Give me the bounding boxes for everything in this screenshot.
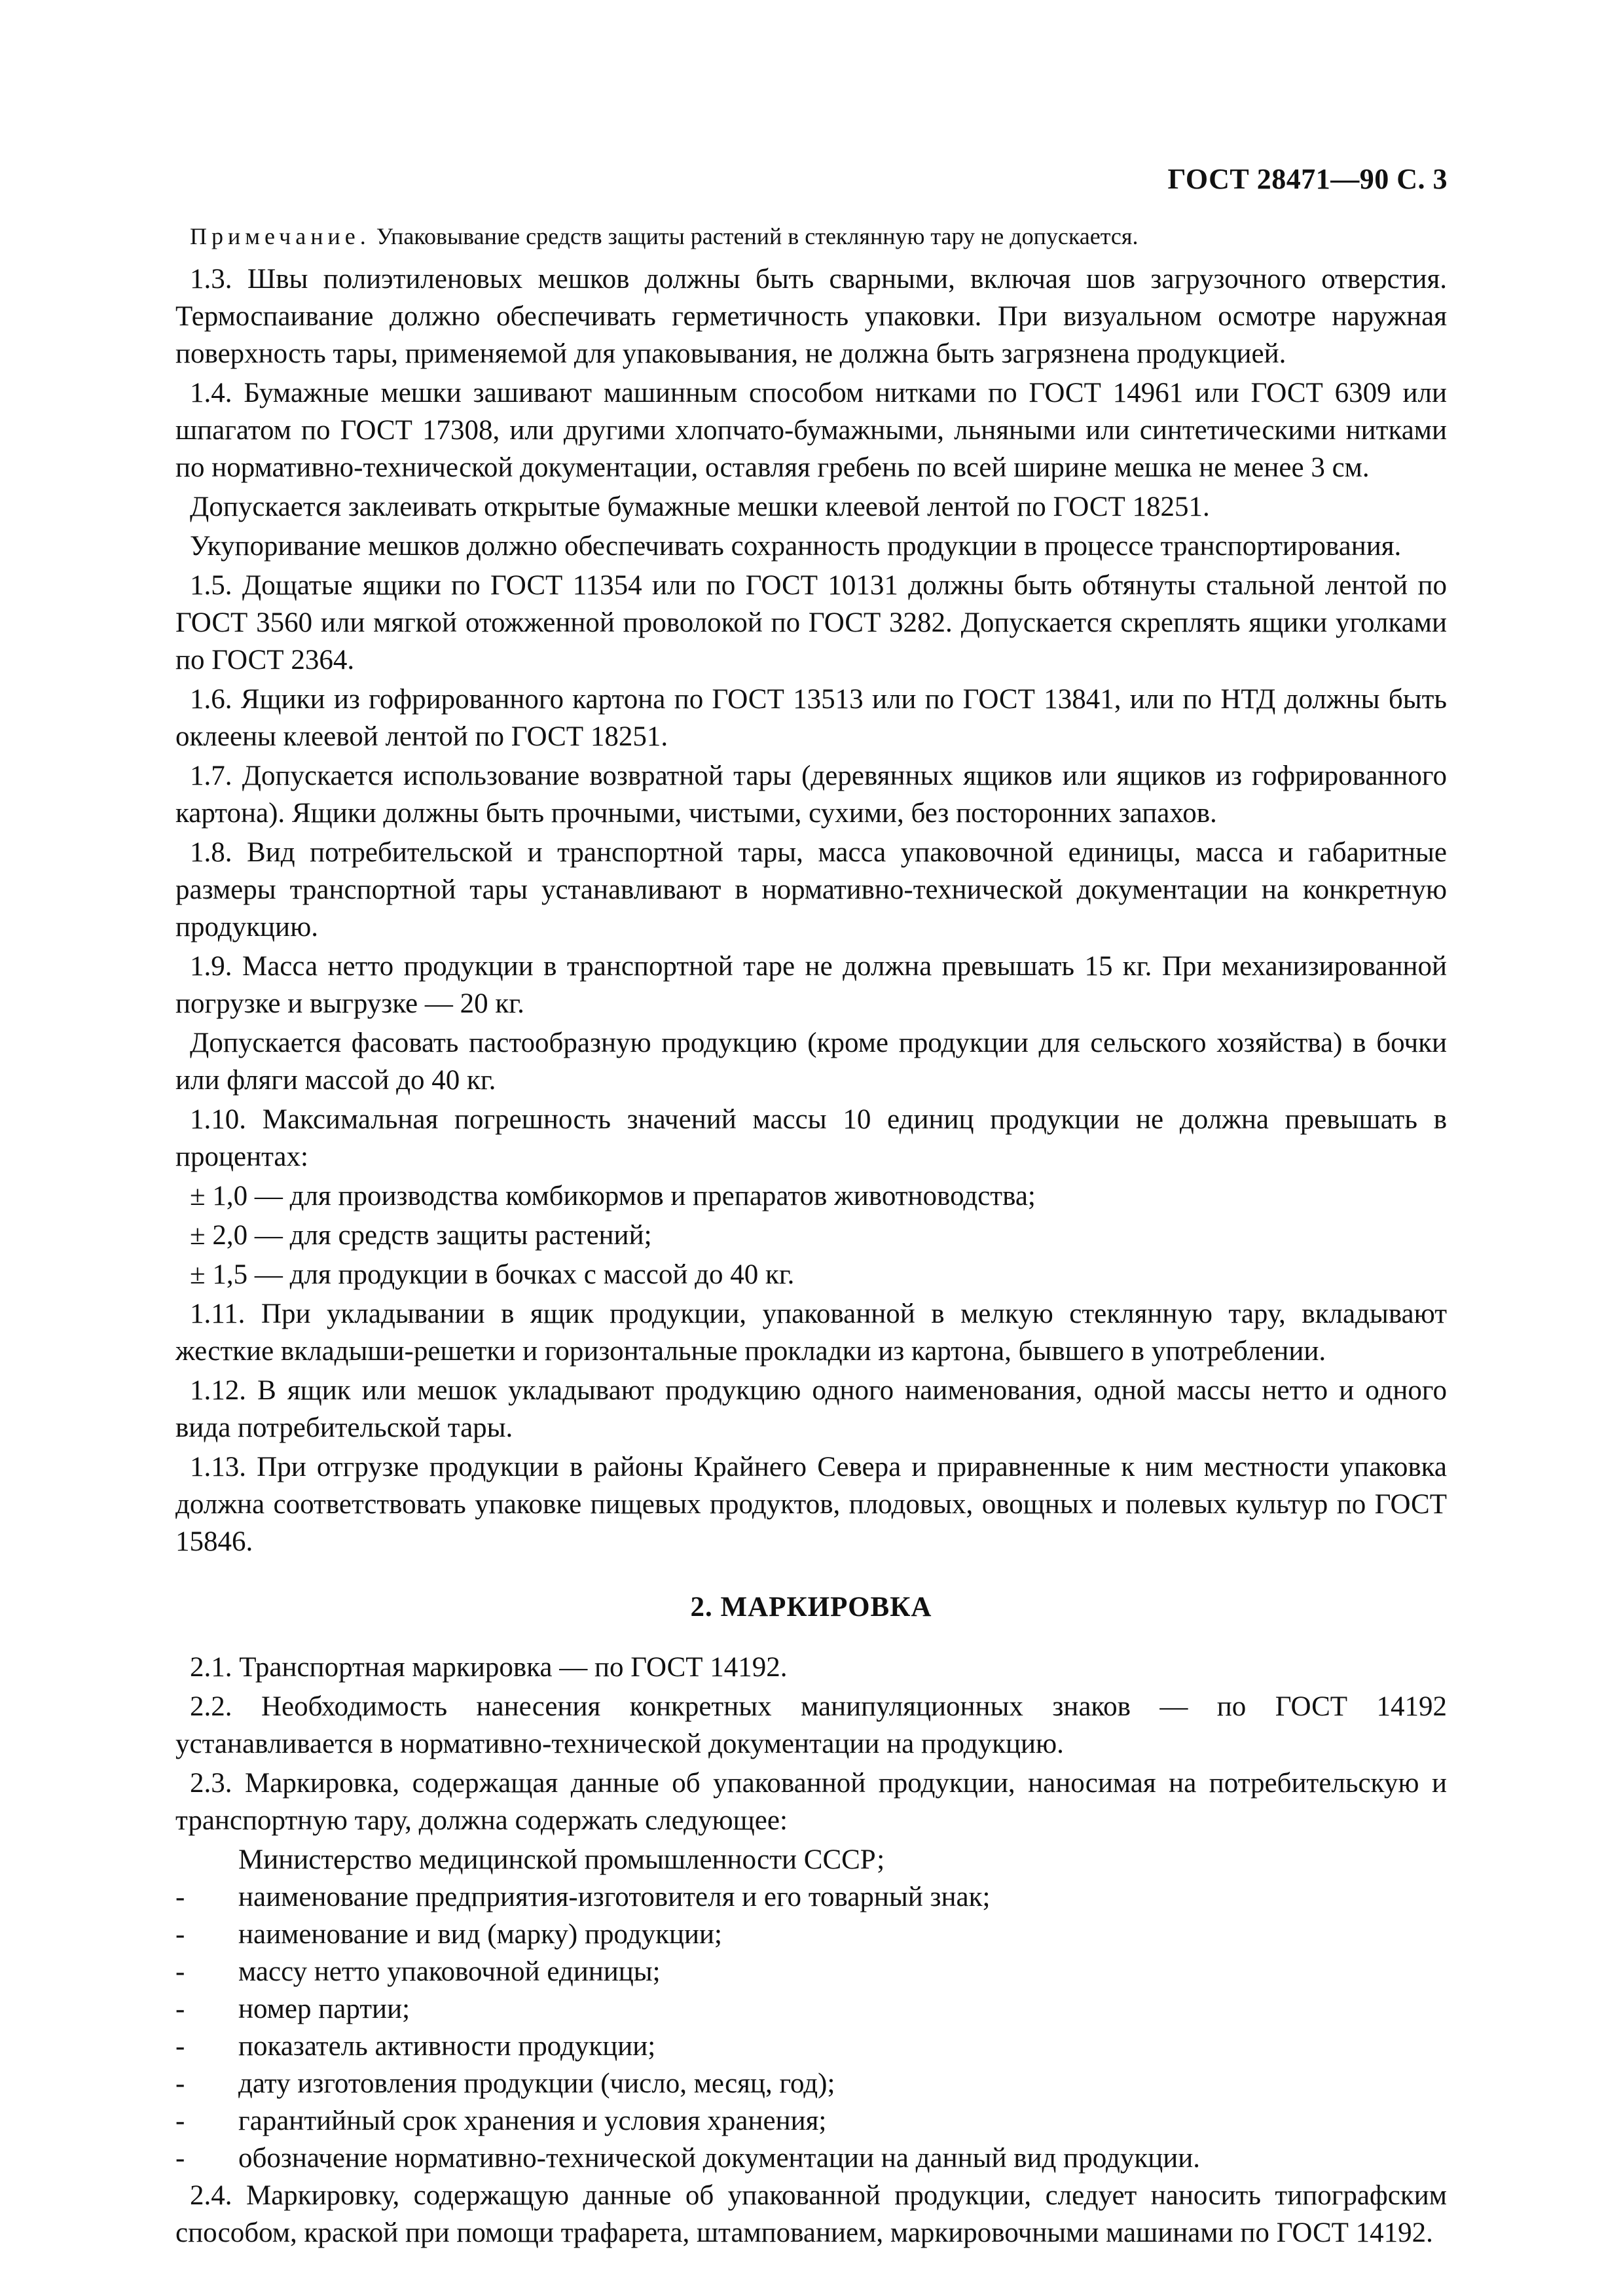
- clause-1-6: 1.6. Ящики из гофрированного картона по ГОСТ 13513 или по ГОСТ 13841, или по НТД должны быть оклеены клеевой лентой по ГОСТ 18251.: [175, 684, 1447, 752]
- clause-1-5: 1.5. Дощатые ящики по ГОСТ 11354 или по ГОСТ 10131 должны быть обтянуты стальной лентой по ГОСТ 3560 или мягкой отожженной проволокой по ГОСТ 3282. Допускается скреплять ящики уголками по ГОСТ 2364.: [175, 570, 1447, 675]
- list-dash: -: [175, 2031, 185, 2062]
- clause-2-2: 2.2. Необходимость нанесения конкретных манипуляционных знаков — по ГОСТ 14192 устанавливается в нормативно-технической документации на продукцию.: [175, 1691, 1447, 1759]
- clause-1-11: 1.11. При укладывании в ящик продукции, упакованной в мелкую стеклянную тару, вкладывают жесткие вкладыши-решетки и горизонтальные прокладки из картона, бывшего в употреблении.: [175, 1299, 1447, 1367]
- document-body: [175, 220, 1447, 2253]
- clause-2-4: 2.4. Маркировку, содержащую данные об упакованной продукции, следует наносить типографским способом, краской при помощи трафарета, штампованием, маркировочными машинами по ГОСТ 14192.: [175, 2180, 1447, 2248]
- clause-1-9-paste: Допускается фасовать пастообразную продукцию (кроме продукции для сельского хозяйства) в бочки или фляги массой до 40 кг.: [175, 1028, 1447, 1096]
- list-item: [175, 2028, 1447, 2065]
- list-item-text: Министерство медицинской промышленности СССР;: [238, 1844, 885, 1875]
- tolerance-item: ± 1,5 — для продукции в бочках с массой до 40 кг.: [190, 1259, 795, 1290]
- list-dash: -: [175, 1956, 185, 1987]
- list-item: [175, 1841, 1447, 1878]
- list-item-text: массу нетто упаковочной единицы;: [238, 1956, 661, 1987]
- list-item: [175, 2102, 1447, 2140]
- list-item-text: наименование и вид (марку) продукции;: [238, 1919, 722, 1950]
- note-label: Примечание.: [190, 223, 371, 249]
- marking-list: [175, 1841, 1447, 2177]
- note-paragraph: [175, 220, 1447, 253]
- list-item: [175, 2065, 1447, 2102]
- list-dash: -: [175, 1994, 185, 2024]
- list-item-text: обозначение нормативно-технической документации на данный вид продукции.: [238, 2143, 1201, 2174]
- list-item: [175, 1916, 1447, 1953]
- clause-1-9: 1.9. Масса нетто продукции в транспортной таре не должна превышать 15 кг. При механизированной погрузке и выгрузке — 20 кг.: [175, 951, 1447, 1019]
- tolerance-item: ± 1,0 — для производства комбикормов и препаратов животноводства;: [190, 1181, 1036, 1211]
- clause-1-12: 1.12. В ящик или мешок укладывают продукцию одного наименования, одной массы нетто и одного вида потребительской тары.: [175, 1375, 1447, 1443]
- clause-1-4: 1.4. Бумажные мешки зашивают машинным способом нитками по ГОСТ 14961 или ГОСТ 6309 или шпагатом по ГОСТ 17308, или другими хлопчато-бумажными, льняными или синтетическими нитками по нормативно-технической документации, оставляя гребень по всей ширине мешка не менее 3 см.: [175, 378, 1447, 483]
- list-item-text: номер партии;: [238, 1994, 410, 2024]
- list-dash: -: [175, 1882, 185, 1912]
- running-header: ГОСТ 28471—90 С. 3: [1167, 163, 1448, 195]
- list-item: [175, 2140, 1447, 2177]
- note-text: Упаковывание средств защиты растений в стеклянную тару не допускается.: [370, 223, 1139, 249]
- list-dash: -: [175, 2143, 185, 2174]
- list-item-text: показатель активности продукции;: [238, 2031, 656, 2062]
- clause-2-1: 2.1. Транспортная маркировка — по ГОСТ 14192.: [190, 1652, 788, 1683]
- list-item-text: наименование предприятия-изготовителя и его товарный знак;: [238, 1882, 991, 1912]
- list-item: [175, 1990, 1447, 2028]
- clause-1-4-capping: Укупоривание мешков должно обеспечивать сохранность продукции в процессе транспортирования.: [190, 531, 1402, 562]
- list-dash: -: [175, 2106, 185, 2136]
- list-dash: -: [175, 1919, 185, 1950]
- list-item: [175, 1953, 1447, 1990]
- clause-1-13: 1.13. При отгрузке продукции в районы Крайнего Севера и приравненные к ним местности упаковка должна соответствовать упаковке пищевых продуктов, плодовых, овощных и полевых культур по ГОСТ 15846.: [175, 1452, 1447, 1557]
- list-item: [175, 1878, 1447, 1916]
- tolerance-item: ± 2,0 — для средств защиты растений;: [190, 1220, 652, 1251]
- clause-1-10: 1.10. Максимальная погрешность значений массы 10 единиц продукции не должна превышать в процентах:: [175, 1104, 1447, 1172]
- list-dash: [175, 1841, 204, 1878]
- clause-1-7: 1.7. Допускается использование возвратной тары (деревянных ящиков или ящиков из гофрированного картона). Ящики должны быть прочными, чистыми, сухими, без посторонних запахов.: [175, 761, 1447, 829]
- clause-1-8: 1.8. Вид потребительской и транспортной тары, масса упаковочной единицы, масса и габаритные размеры транспортной тары устанавливают в нормативно-технической документации на конкретную продукцию.: [175, 837, 1447, 942]
- section-heading-marking: 2. МАРКИРОВКА: [690, 1592, 932, 1623]
- list-item-text: дату изготовления продукции (число, месяц, год);: [238, 2068, 835, 2099]
- list-dash: -: [175, 2068, 185, 2099]
- list-item-text: гарантийный срок хранения и условия хранения;: [238, 2106, 827, 2136]
- clause-2-3: 2.3. Маркировка, содержащая данные об упакованной продукции, наносимая на потребительскую и транспортную тару, должна содержать следующее:: [175, 1768, 1447, 1836]
- clause-1-3: 1.3. Швы полиэтиленовых мешков должны быть сварными, включая шов загрузочного отверстия. Термоспаивание должно обеспечивать герметичность упаковки. При визуальном осмотре наружная поверхность тары, применяемой для упаковывания, не должна быть загрязнена продукцией.: [175, 264, 1447, 369]
- clause-1-4-tape: Допускается заклеивать открытые бумажные мешки клеевой лентой по ГОСТ 18251.: [190, 492, 1210, 522]
